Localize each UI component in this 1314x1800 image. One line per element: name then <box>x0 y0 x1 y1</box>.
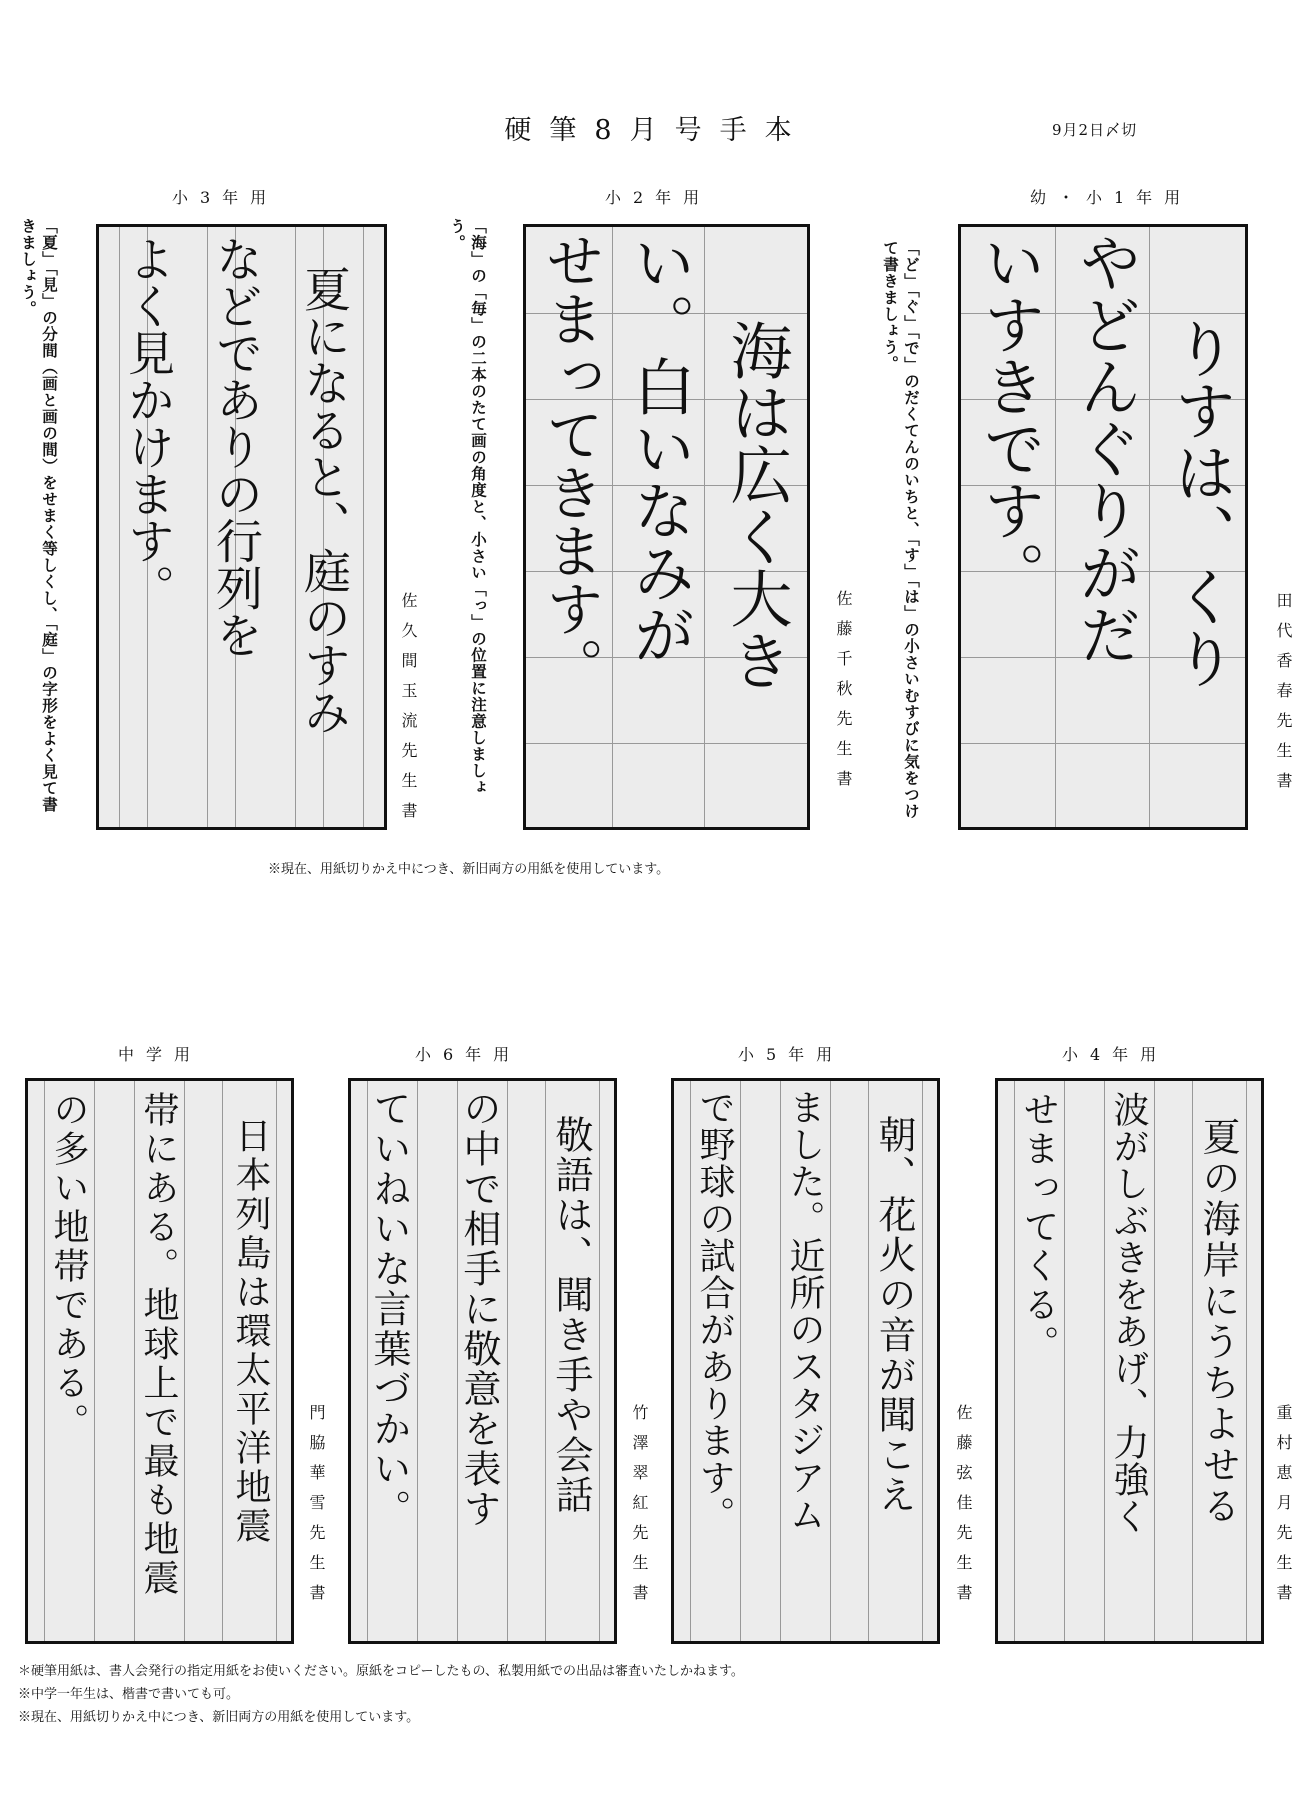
grade-label-middle: 中学用 <box>118 1045 203 1064</box>
author-1: 田代香春先生書 <box>1274 592 1293 802</box>
author-2: 佐藤千秋先生書 <box>834 590 853 800</box>
handwriting-column-3: いすきです。 <box>973 231 1046 603</box>
handwriting-column-1: 海は広く大き <box>720 319 793 691</box>
deadline-label: 9月2日〆切 <box>1052 121 1138 139</box>
handwriting-column-1: りすは、くり <box>1164 317 1237 689</box>
handwriting-column-2: の中で相手に敬意を表す <box>457 1089 501 1529</box>
handwriting-column-2: い。白いなみが <box>623 231 696 665</box>
practice-sheet-4 <box>995 1078 1264 1644</box>
practice-sheet-3 <box>96 224 387 830</box>
handwriting-column-1: 朝、花火の音が聞こえ <box>872 1115 916 1515</box>
practice-sheet-1 <box>958 224 1248 830</box>
practice-sheet-2 <box>523 224 810 830</box>
grade-label-2: 小2年用 <box>605 188 712 207</box>
practice-sheet-middle <box>25 1078 294 1644</box>
page-title: 硬筆8月号手本 <box>504 115 810 146</box>
author-6: 竹澤翠紅先生書 <box>630 1404 649 1614</box>
handwriting-column-3: せまってきます。 <box>536 231 604 695</box>
grade-label-3: 小3年用 <box>172 188 279 207</box>
instruction-note-3: 「夏」「見」の分間（画と画の間）をせまく等しくし、「庭」の字形をよく見て書きましょう。 <box>19 218 59 813</box>
handwriting-column-2: やどんぐりがだ <box>1069 231 1142 665</box>
handwriting-column-1: 日本列島は環太平洋地震 <box>230 1117 271 1546</box>
handwriting-column-1: 夏になると、庭のすみ <box>296 265 351 735</box>
handwriting-column-2: などでありの行列を <box>208 235 263 658</box>
author-4: 重村恵月先生書 <box>1274 1404 1293 1614</box>
handwriting-column-3: せまってくる。 <box>1018 1091 1059 1364</box>
handwriting-column-2: 波がしぶきをあげ、力強く <box>1108 1091 1149 1535</box>
practice-sheet-5 <box>671 1078 940 1644</box>
handwriting-column-2: ました。近所のスタジアム <box>784 1089 825 1533</box>
author-5: 佐藤弦佳先生書 <box>954 1404 973 1614</box>
handwriting-column-3: で野球の試合があります。 <box>694 1089 735 1533</box>
grade-label-5: 小5年用 <box>738 1045 845 1064</box>
handwriting-column-1: 夏の海岸にうちよせる <box>1196 1117 1240 1527</box>
paper-notice: ※現在、用紙切りかえ中につき、新旧両方の用紙を使用しています。 <box>268 862 670 877</box>
handwriting-column-2: 帯にある。地球上で最も地震 <box>138 1091 179 1598</box>
author-3: 佐久間玉流先生書 <box>399 592 418 832</box>
handwriting-column-3: よく見かけます。 <box>120 235 175 611</box>
footnote-paper: ＊硬筆用紙は、書人会発行の指定用紙をお使いください。原紙をコピーしたもの、私製用紙での出品は審査いたしかねます。 <box>18 1664 744 1679</box>
handwriting-column-3: ていねいな言葉づかい。 <box>367 1089 411 1529</box>
grade-label-1: 幼・小1年用 <box>1030 188 1193 207</box>
grade-label-6: 小6年用 <box>415 1045 522 1064</box>
instruction-note-1: 「ど」「ぐ」「で」のだくてんのいちと、「す」「は」の小さいむすびに気をつけて書きましょう。 <box>881 240 921 820</box>
footnote-paper-transition: ※現在、用紙切りかえ中につき、新旧両方の用紙を使用しています。 <box>18 1710 420 1725</box>
grade-label-4: 小4年用 <box>1062 1045 1169 1064</box>
footnote-middle-school: ※中学一年生は、楷書で書いても可。 <box>18 1687 240 1702</box>
handwriting-column-1: 敬語は、聞き手や会話 <box>549 1115 593 1515</box>
handwriting-column-3: の多い地帯である。 <box>48 1091 89 1442</box>
author-middle: 門脇華雪先生書 <box>307 1404 326 1614</box>
practice-sheet-6 <box>348 1078 617 1644</box>
instruction-note-2: 「海」の「毎」の二本のたて画の角度と、小さい「っ」の位置に注意しましょう。 <box>448 218 488 796</box>
